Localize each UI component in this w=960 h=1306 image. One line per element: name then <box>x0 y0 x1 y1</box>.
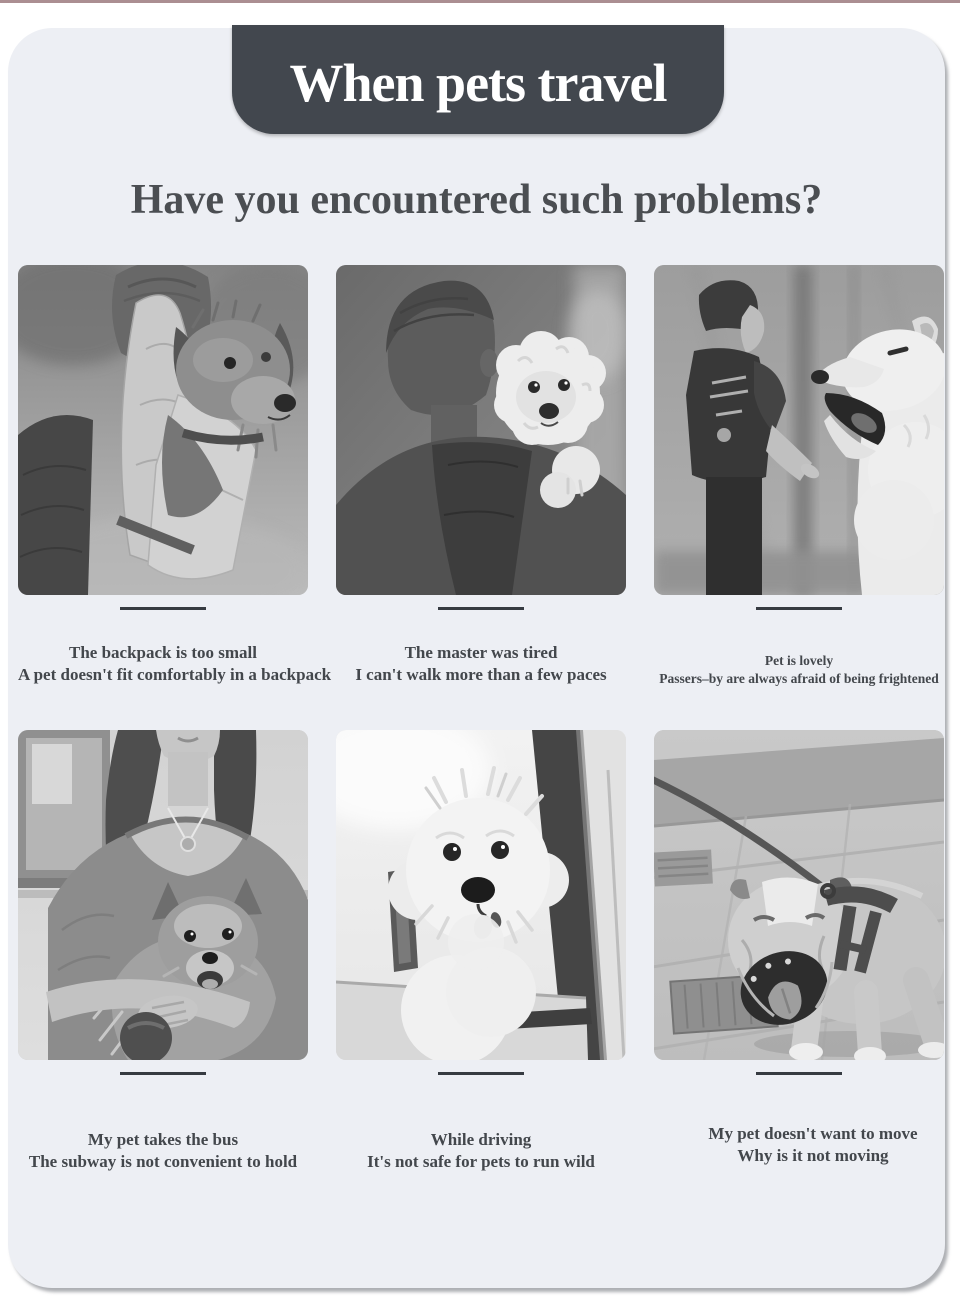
caption-line-1: The master was tired <box>404 643 558 662</box>
section-heading: Have you encountered such problems? <box>130 177 823 223</box>
caption-line-2: Passers–by are always afraid of being frightened <box>659 671 939 686</box>
caption-divider <box>120 607 206 610</box>
panel-caption <box>654 652 944 688</box>
panel-caption <box>336 1129 626 1173</box>
panel-caption <box>18 642 332 686</box>
bulldog-refusing-to-walk-photo <box>654 730 944 1060</box>
caption-divider <box>120 1072 206 1075</box>
caption-divider <box>756 1072 842 1075</box>
caption-line-1: My pet doesn't want to move <box>708 1124 918 1143</box>
caption-divider <box>438 1072 524 1075</box>
problem-panel-frightened-passersby <box>654 265 944 688</box>
page-title: When pets travel <box>289 52 667 113</box>
caption-line-1: While driving <box>430 1130 532 1149</box>
panel-caption <box>18 1129 308 1173</box>
content-card <box>8 28 945 1288</box>
problem-panel-driving <box>336 730 626 1173</box>
top-accent-line <box>0 0 960 3</box>
panel-caption <box>668 1123 958 1167</box>
caption-divider <box>756 607 842 610</box>
problem-panel-bus <box>18 730 308 1173</box>
dog-in-backpack-photo <box>18 265 308 595</box>
caption-line-1: My pet takes the bus <box>87 1130 239 1149</box>
panel-row-1 <box>18 265 944 688</box>
caption-divider <box>438 607 524 610</box>
caption-line-2: It's not safe for pets to run wild <box>367 1152 595 1171</box>
dog-held-in-arms-photo <box>18 730 308 1060</box>
dog-barking-at-child-photo <box>654 265 944 595</box>
caption-line-2: The subway is not convenient to hold <box>28 1152 298 1171</box>
caption-line-2: I can't walk more than a few paces <box>355 665 607 684</box>
problem-panel-backpack <box>18 265 332 688</box>
caption-line-2: Why is it not moving <box>737 1146 889 1165</box>
caption-line-2: A pet doesn't fit comfortably in a backpack <box>18 665 332 684</box>
title-banner <box>232 25 724 134</box>
caption-line-1: Pet is lovely <box>764 653 834 668</box>
panel-row-2 <box>18 730 944 1173</box>
problem-panel-tired-master <box>336 265 626 688</box>
caption-line-1: The backpack is too small <box>69 643 257 662</box>
dog-on-shoulder-photo <box>336 265 626 595</box>
dog-out-of-car-window-photo <box>336 730 626 1060</box>
problem-panel-not-moving <box>654 730 944 1173</box>
panel-caption <box>336 642 626 686</box>
